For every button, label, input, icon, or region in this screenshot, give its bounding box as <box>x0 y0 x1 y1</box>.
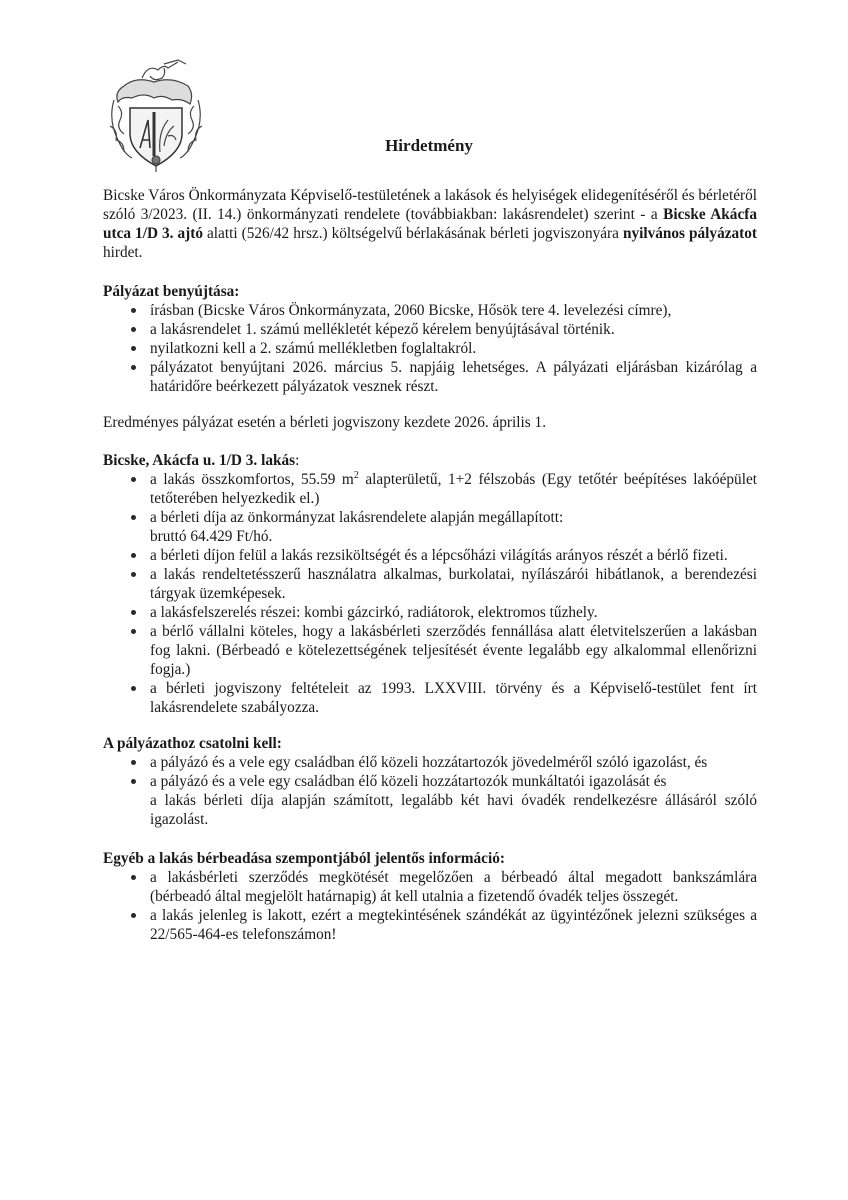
attachments-list <box>103 753 757 829</box>
section-submission <box>103 282 757 396</box>
apartment-list <box>103 470 757 717</box>
list-item: a bérlő vállalni köteles, hogy a lakásbérleti szerződés fennállása alatt életvitelszerűen a lakásban fog lakni. (Bérbeadó e kötelezettségének teljesítését évente legalább egy alkalommal ellenőrizni fogja.) <box>125 622 757 679</box>
item-text: a lakás összkomfortos, 55.59 m <box>150 471 354 488</box>
list-item: a pályázó és a vele egy családban élő közeli hozzátartozók jövedelméről szóló igazolást, és <box>125 753 757 772</box>
list-item <box>125 772 757 829</box>
submission-list <box>103 301 757 396</box>
intro-paragraph <box>103 186 757 262</box>
item-text: a bérleti díja az önkormányzat lakásrendelete alapján megállapított: <box>150 509 564 526</box>
item-text: a pályázó és a vele egy családban élő közeli hozzátartozók munkáltatói igazolását és <box>150 773 667 790</box>
heading-colon: : <box>295 452 300 469</box>
list-item: írásban (Bicske Város Önkormányzata, 2060 Bicske, Hősök tere 4. levelezési címre), <box>125 301 757 320</box>
list-item: nyilatkozni kell a 2. számú mellékletben foglaltakról. <box>125 339 757 358</box>
start-date-note: Eredményes pályázat esetén a bérleti jogviszony kezdete 2026. április 1. <box>103 414 547 431</box>
intro-text: Bicske Város Önkormányzata Képviselő-testületének a lakások és helyiségek elidegenítéséről és bérletéről szóló 3/2023. (II. 14.) önkormányzati rendelete (továbbiakban: lakásrendelet) szerint - a <box>103 187 757 223</box>
other-info-list <box>103 868 757 944</box>
page-title <box>0 136 848 155</box>
item-text: a lakás bérleti díja alapján számított, legalább két havi óvadék rendelkezésre állásáról szóló igazolást. <box>150 792 757 828</box>
list-item: a lakásfelszerelés részei: kombi gázcirkó, radiátorok, elektromos tűzhely. <box>125 603 757 622</box>
list-item: a lakás jelenleg is lakott, ezért a megtekintésének szándékát az ügyintézőnek jelezni szükséges a 22/565-464-es telefonszámon! <box>125 906 757 944</box>
list-item <box>125 508 757 546</box>
section-heading: Egyéb a lakás bérbeadása szempontjából jelentős információ: <box>103 850 505 867</box>
rent-amount: bruttó 64.429 Ft/hó. <box>150 528 273 545</box>
list-item: a lakásrendelet 1. számú mellékletét képező kérelem benyújtásával történik. <box>125 320 757 339</box>
intro-address: Bicske Akácfa utca 1/D 3. ajtó <box>103 206 757 242</box>
section-attachments <box>103 734 757 829</box>
intro-text: hirdet. <box>103 244 143 261</box>
intro-text: alatti (526/42 hrsz.) költségelvű bérlakásának bérleti jogviszonyára <box>203 225 623 242</box>
list-item: a lakásbérleti szerződés megkötését megelőzően a bérbeadó által megadott bankszámlára (bérbeadó által megjelölt határnapig) át kell utalnia a fizetendő óvadék teljes összegét. <box>125 868 757 906</box>
list-item <box>125 470 757 508</box>
list-item: a bérleti díjon felül a lakás rezsiköltségét és a lépcsőházi világítás arányos részét a bérlő fizeti. <box>125 546 757 565</box>
list-item: a lakás rendeltetésszerű használatra alkalmas, burkolatai, nyílászárói hibátlanok, a berendezési tárgyak üzemképesek. <box>125 565 757 603</box>
list-item: pályázatot benyújtani 2026. március 5. napjáig lehetséges. A pályázati eljárásban kizárólag a határidőre beérkezett pályázatok vesznek részt. <box>125 358 757 396</box>
page-title-text: Hirdetmény <box>385 136 473 155</box>
apartment-address: Bicske, Akácfa u. 1/D 3. lakás <box>103 452 296 469</box>
section-heading: A pályázathoz csatolni kell: <box>103 735 282 752</box>
intro-tender-type: nyilvános pályázatot <box>622 225 757 242</box>
section-heading: Pályázat benyújtása: <box>103 283 240 300</box>
section-heading <box>103 451 757 470</box>
bicske-coat-of-arms-icon <box>104 56 208 174</box>
list-item: a bérleti jogviszony feltételeit az 1993. LXXVIII. törvény és a Képviselő-testület fent írt lakásrendelete szabályozza. <box>125 679 757 717</box>
section-other-info <box>103 849 757 944</box>
document-body <box>103 186 757 961</box>
section-apartment <box>103 451 757 717</box>
superscript: 2 <box>353 469 359 481</box>
item-text: alapterületű, 1+2 félszobás (Egy tetőtér beépítéses lakóépület tetőterében helyezkedik el.) <box>150 471 757 507</box>
